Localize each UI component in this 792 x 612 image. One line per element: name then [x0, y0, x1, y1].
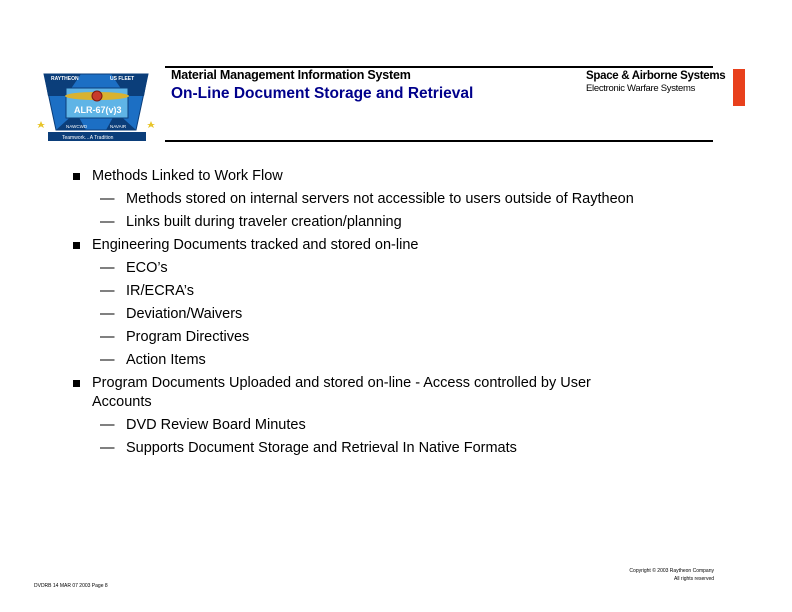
dash-marker: — — [100, 191, 115, 207]
sub-item-text: Supports Document Storage and Retrieval In Native Formats — [126, 440, 517, 456]
dash-marker: — — [100, 283, 115, 299]
bullet-square-icon — [73, 242, 80, 249]
logo-text-center: ALR-67(v)3 — [74, 105, 122, 115]
sub-item-text: ECO’s — [126, 260, 168, 276]
sub-item-text: Links built during traveler creation/planning — [126, 214, 402, 230]
logo-text-top-right: US FLEET — [110, 76, 135, 82]
sub-item — [100, 213, 402, 231]
dash-marker: — — [100, 214, 115, 230]
sub-item-text: Methods stored on internal servers not accessible to users outside of Raytheon — [126, 191, 634, 207]
bullet-item: Engineering Documents tracked and stored on-line — [92, 237, 419, 253]
dash-marker: — — [100, 306, 115, 322]
logo-text-bottom: Teamwork…A Tradition — [62, 135, 114, 141]
logo-text-top-left: RAYTHEON — [51, 76, 79, 82]
sub-item-text: IR/ECRA’s — [126, 283, 194, 299]
alr-67-program-logo — [36, 66, 158, 144]
brand-division: Electronic Warfare Systems — [586, 83, 696, 94]
logo-text-mid-left: NAWCWD — [66, 124, 88, 129]
sub-item-text: Deviation/Waivers — [126, 306, 243, 322]
dash-marker: — — [100, 352, 115, 368]
sub-item — [100, 190, 634, 208]
logo-text-mid-right: NAVAIR — [110, 124, 127, 129]
copyright-line: Copyright © 2003 Raytheon Company — [629, 568, 714, 574]
dash-marker: — — [100, 440, 115, 456]
sub-item — [100, 439, 517, 457]
sub-item — [100, 305, 242, 323]
footer-copyright — [629, 567, 714, 583]
brand-accent-bar — [733, 69, 745, 106]
dash-marker: — — [100, 329, 115, 345]
sub-item — [100, 351, 206, 369]
sub-item-text: Action Items — [126, 352, 206, 368]
sub-item-text: Program Directives — [126, 329, 250, 345]
system-title: Material Management Information System — [171, 68, 411, 82]
bullet-item-continuation: Accounts — [92, 394, 152, 410]
sub-item-text: DVD Review Board Minutes — [126, 417, 306, 433]
sub-item — [100, 328, 249, 346]
bullet-item: Program Documents Uploaded and stored on-line - Access controlled by User — [92, 375, 591, 391]
brand-name: Space & Airborne Systems — [586, 70, 726, 82]
slide-title: On-Line Document Storage and Retrieval — [171, 85, 474, 102]
bullet-square-icon — [73, 380, 80, 387]
sub-item — [100, 259, 168, 277]
header-bottom-rule — [165, 140, 713, 142]
sub-item — [100, 416, 306, 434]
dash-marker: — — [100, 417, 115, 433]
sub-item — [100, 282, 194, 300]
footer-page-label: DVDRB 14 MAR 07 2003 Page 8 — [34, 583, 108, 589]
dash-marker: — — [100, 260, 115, 276]
bullet-square-icon — [73, 173, 80, 180]
bullet-item: Methods Linked to Work Flow — [92, 168, 283, 184]
rights-line: All rights reserved — [673, 576, 714, 582]
